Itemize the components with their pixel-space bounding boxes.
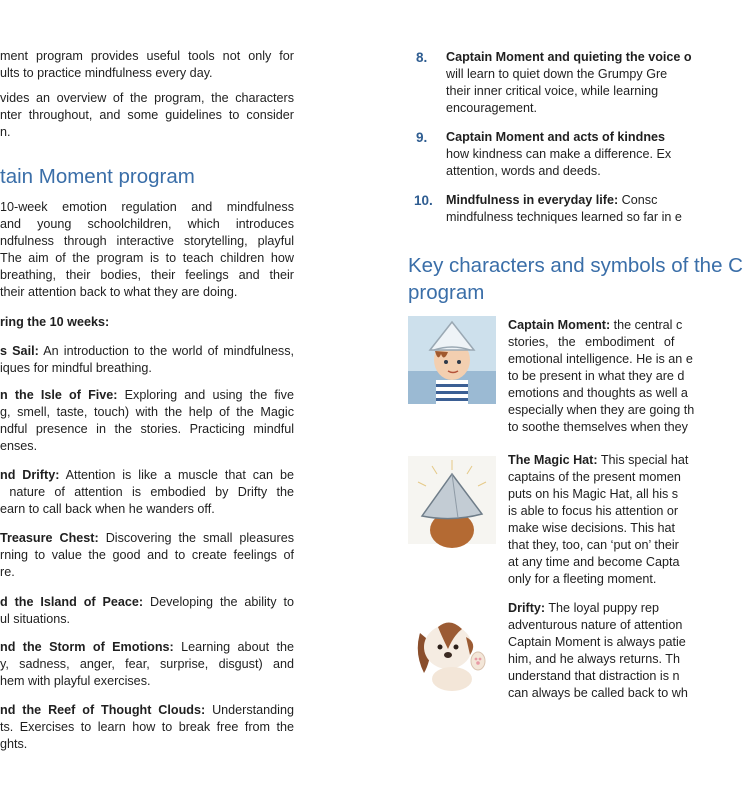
text-line: Captain Moment is always patie — [508, 635, 686, 649]
character-description — [508, 452, 700, 588]
text-line: ment program provides useful tools not only for — [0, 49, 294, 63]
overview-block — [0, 90, 294, 141]
text-line: re. — [0, 565, 15, 579]
text-line: can always be called back to wh — [508, 686, 688, 700]
text-line: breathing, their bodies, their feelings and their — [0, 268, 294, 282]
text-line: and young schoolchildren, which introduces — [0, 217, 294, 231]
character-name: Drifty: — [508, 601, 546, 615]
text-line: This special hat — [597, 453, 689, 467]
text-line: captains of the present momen — [508, 470, 681, 484]
text-line: at any time and become Capta — [508, 555, 680, 569]
text-line: iques for mindful breathing. — [0, 361, 152, 375]
week-title: nd the Reef of Thought Clouds: — [0, 703, 206, 717]
text-line: only for a fleeting moment. — [508, 572, 657, 586]
text-line: 10-week emotion regulation and mindfulness — [0, 200, 294, 214]
text-line: Consc — [618, 193, 658, 207]
captain-moment-illustration — [408, 316, 496, 404]
text-line: n. — [0, 125, 11, 139]
week-item — [0, 594, 294, 628]
list-item — [446, 192, 700, 226]
text-line: is able to focus his attention or — [508, 504, 679, 518]
text-line: ults to practice mindfulness every day. — [0, 66, 213, 80]
list-number: 10. — [414, 193, 433, 208]
character-name: The Magic Hat: — [508, 453, 598, 467]
text-line: Developing the ability to — [143, 595, 294, 609]
text-line: emotions and thoughts as well a — [508, 386, 688, 400]
text-line: vides an overview of the program, the characters — [0, 91, 294, 105]
text-line: their attention back to what they are doing. — [0, 285, 238, 299]
text-line: emotional intelligence. He is an e — [508, 352, 693, 366]
text-line: their inner critical voice, while learning — [446, 84, 659, 98]
text-line: encouragement. — [446, 101, 538, 115]
text-line: especially when they are going th — [508, 403, 695, 417]
week-title: nd the Storm of Emotions: — [0, 640, 174, 654]
text-line: to soothe themselves when they — [508, 420, 688, 434]
text-line: g, smell, taste, touch) with the help of the Magic — [0, 405, 294, 419]
text-line: nter throughout, and some guidelines to consider — [0, 108, 294, 122]
character-description — [508, 317, 700, 436]
week-title: n the Isle of Five: — [0, 388, 118, 402]
text-line: ghts. — [0, 737, 28, 751]
text-line: make wise decisions. This hat — [508, 521, 676, 535]
week-title: d the Island of Peace: — [0, 595, 144, 609]
text-line: Attention is like a muscle that can be — [59, 468, 294, 482]
text-line: adventurous nature of attention — [508, 618, 683, 632]
text-line: stories, the embodiment of — [508, 335, 675, 349]
text-line: ndful presence in the stories. Practicing mindful — [0, 422, 294, 436]
magic-hat-illustration — [408, 456, 496, 544]
list-number: 9. — [416, 130, 428, 145]
text-line: y, sadness, anger, fear, surprise, disgust) and — [0, 657, 294, 671]
week-title: nd Drifty: — [0, 468, 60, 482]
week-item — [0, 530, 294, 581]
text-line: ts. Exercises to learn how to break free from the — [0, 720, 294, 734]
week-item — [0, 702, 294, 753]
week-title: s Sail: — [0, 344, 39, 358]
text-line: him, and he always returns. Th — [508, 652, 680, 666]
list-item — [446, 129, 700, 180]
week-title: Treasure Chest: — [0, 531, 99, 545]
text-line: nature of attention is embodied by Drifty the — [0, 485, 294, 499]
week-item — [0, 343, 294, 377]
text-line: earn to call back when he wanders off. — [0, 502, 215, 516]
text-line: the central c — [610, 318, 683, 332]
text-line: The loyal puppy rep — [545, 601, 659, 615]
list-number: 8. — [416, 50, 428, 65]
text-line: rning to value the good and to create feelings of — [0, 548, 294, 562]
text-line: enses. — [0, 439, 38, 453]
text-line: attention, words and deeds. — [446, 164, 601, 178]
text-line: to be present in what they are d — [508, 369, 685, 383]
program-description — [0, 199, 294, 301]
drifty-puppy-illustration — [408, 603, 496, 691]
text-line: hem with playful exercises. — [0, 674, 151, 688]
list-item-title: Captain Moment and acts of kindnes — [446, 130, 666, 144]
text-line: Learning about the — [173, 640, 294, 654]
section-heading-continued: program — [408, 281, 485, 304]
text-line: An introduction to the world of mindfulness, — [38, 344, 294, 358]
text-line: The aim of the program is to teach children how — [0, 251, 294, 265]
week-item — [0, 639, 294, 690]
text-line: puts on his Magic Hat, all his s — [508, 487, 679, 501]
text-line: will learn to quiet down the Grumpy Gre — [446, 67, 668, 81]
text-line: mindfulness techniques learned so far in e — [446, 210, 682, 224]
week-item — [0, 467, 294, 518]
text-line: ul situations. — [0, 612, 71, 626]
text-line: how kindness can make a difference. Ex — [446, 147, 672, 161]
section-heading: tain Moment program — [0, 165, 195, 188]
weeks-heading: ring the 10 weeks: — [0, 315, 110, 329]
text-line: understand that distraction is n — [508, 669, 680, 683]
list-item-title: Mindfulness in everyday life: — [446, 193, 619, 207]
character-description — [508, 600, 700, 702]
character-name: Captain Moment: — [508, 318, 611, 332]
text-line: Discovering the small pleasures — [98, 531, 294, 545]
text-line: Understanding — [205, 703, 294, 717]
text-line: ndfulness through interactive storytelling, playful — [0, 234, 294, 248]
text-line: that they, too, can ‘put on’ their — [508, 538, 679, 552]
week-item — [0, 387, 294, 455]
list-item-title: Captain Moment and quieting the voice o — [446, 50, 692, 64]
text-line: Exploring and using the five — [117, 388, 294, 402]
section-heading: Key characters and symbols of the C — [408, 254, 743, 277]
intro-block — [0, 48, 294, 82]
list-item — [446, 49, 700, 117]
